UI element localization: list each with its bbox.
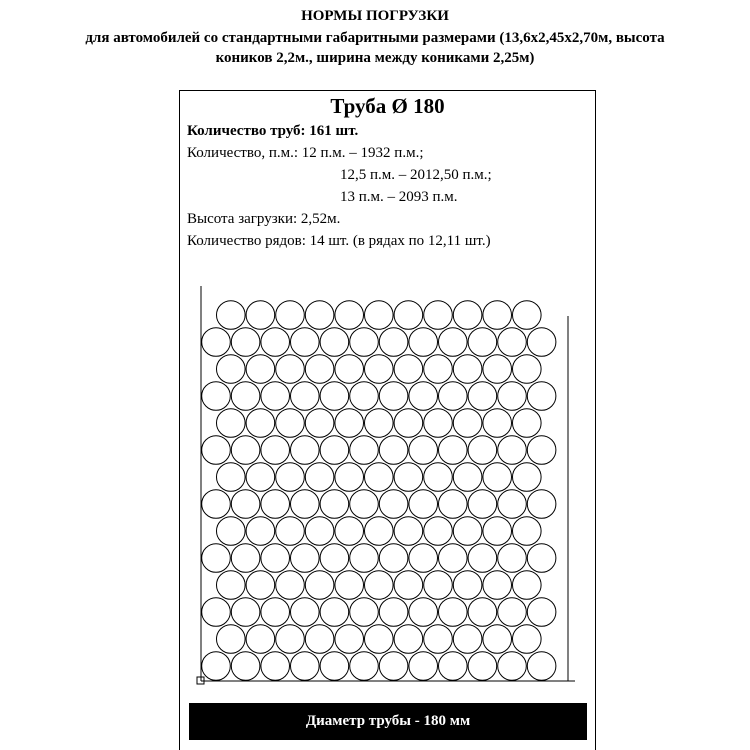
pipe-circle [305, 571, 334, 600]
pipe-circle [305, 463, 334, 492]
pipe-circle [394, 625, 423, 654]
pipe-circle [483, 517, 512, 546]
pipe-stacking-diagram [180, 91, 595, 701]
pipe-circle [424, 625, 453, 654]
pipe-circle [320, 490, 349, 519]
pipe-circle [439, 382, 468, 411]
pipe-circle [231, 382, 260, 411]
pipe-circle [231, 436, 260, 465]
pipe-circle [527, 382, 556, 411]
pipe-circle [424, 571, 453, 600]
pipe-circle [483, 625, 512, 654]
pipe-circle [276, 463, 305, 492]
pipe-circle [394, 409, 423, 438]
pipe-circle [320, 382, 349, 411]
pipe-count: Количество труб: 161 шт. [187, 123, 359, 139]
pipe-circle [409, 544, 438, 573]
pipe-circle [513, 409, 542, 438]
pipe-circle [246, 571, 275, 600]
pipe-circle [335, 409, 364, 438]
pipe-circle [217, 463, 246, 492]
subtitle-line-1: для автомобилей со стандартными габаритными размерами (13,6х2,45х2,70м, высота [85, 30, 665, 46]
quantity-line-2: 12,5 п.м. – 2012,50 п.м.; [340, 167, 492, 183]
pipe-circle [335, 355, 364, 384]
pipe-circle [394, 571, 423, 600]
pipe-circle [468, 544, 497, 573]
pipe-circle [320, 436, 349, 465]
pipe-circle [246, 301, 275, 330]
pipe-circle [453, 625, 482, 654]
load-height: Высота загрузки: 2,52м. [187, 211, 341, 227]
pipe-circle [527, 652, 556, 681]
pipe-circle [379, 328, 408, 357]
pipe-circle [261, 652, 290, 681]
pipe-circle [261, 490, 290, 519]
pipe-circle [379, 436, 408, 465]
pipe-circle [350, 544, 379, 573]
pipe-circle [305, 409, 334, 438]
pipe-circle [231, 598, 260, 627]
pipe-diameter-banner: Диаметр трубы - 180 мм [189, 703, 587, 740]
pipe-circle [483, 355, 512, 384]
pipe-circle [513, 301, 542, 330]
pipe-circle [335, 463, 364, 492]
pipe-circle [453, 301, 482, 330]
pipe-circle [513, 571, 542, 600]
pipe-circle [276, 625, 305, 654]
pipe-circle [498, 328, 527, 357]
pipe-circle [291, 436, 320, 465]
pipe-circle [453, 409, 482, 438]
pipe-circle [498, 544, 527, 573]
pipe-circle [468, 328, 497, 357]
pipe-circle [453, 571, 482, 600]
pipe-circle [305, 355, 334, 384]
pipe-circle [439, 436, 468, 465]
pipe-circle [320, 328, 349, 357]
pipe-circle [276, 301, 305, 330]
pipe-circle [217, 517, 246, 546]
pipe-circle [261, 382, 290, 411]
pipe-circle [350, 382, 379, 411]
pipe-circle [498, 652, 527, 681]
pipe-circle [261, 328, 290, 357]
pipe-circle [513, 355, 542, 384]
pipe-circle [424, 463, 453, 492]
pipe-circle [439, 328, 468, 357]
pipe-circle [365, 517, 394, 546]
pipe-circle [202, 652, 231, 681]
pipe-circle [468, 382, 497, 411]
pipe-circle [276, 517, 305, 546]
pipe-circle [379, 652, 408, 681]
pipe-circle [394, 301, 423, 330]
pipe-circle [453, 355, 482, 384]
pipe-circle [379, 598, 408, 627]
pipe-circle [365, 355, 394, 384]
pipe-circle [320, 652, 349, 681]
pipe-circle [276, 355, 305, 384]
pipe-circle [217, 409, 246, 438]
pipe-circle [513, 517, 542, 546]
pipe-circle [498, 436, 527, 465]
pipe-circle [335, 517, 364, 546]
pipe-circle [350, 490, 379, 519]
pipe-circle [276, 571, 305, 600]
pipe-circle [335, 571, 364, 600]
pipe-circle [261, 544, 290, 573]
pipe-spec-card [179, 90, 596, 750]
pipe-circle [350, 436, 379, 465]
pipe-circle [483, 301, 512, 330]
pipe-circle [424, 517, 453, 546]
pipe-circle [365, 463, 394, 492]
pipe-circle [335, 625, 364, 654]
pipe-circle [217, 625, 246, 654]
pipe-circle [468, 598, 497, 627]
pipe-circle [394, 463, 423, 492]
pipe-circle [394, 355, 423, 384]
pipe-circle [468, 652, 497, 681]
pipe-circle [291, 490, 320, 519]
pipe-circle [424, 301, 453, 330]
pipe-circle [527, 436, 556, 465]
pipe-circle [527, 544, 556, 573]
pipe-circle [276, 409, 305, 438]
pipe-circle [439, 598, 468, 627]
pipe-circle [291, 382, 320, 411]
pipe-circle [350, 652, 379, 681]
pipe-circle [379, 382, 408, 411]
pipe-circle [291, 544, 320, 573]
pipe-circle [202, 382, 231, 411]
pipe-circle [409, 328, 438, 357]
pipe-circle [513, 625, 542, 654]
pipe-circle [261, 436, 290, 465]
pipe-circle [439, 652, 468, 681]
subtitle-line-2: коников 2,2м., ширина между кониками 2,25м) [215, 50, 535, 66]
pipe-circle [291, 328, 320, 357]
pipe-circle [483, 409, 512, 438]
document-subtitle [0, 28, 750, 68]
pipe-circle [365, 625, 394, 654]
pipe-circle [527, 598, 556, 627]
pipe-circle [483, 463, 512, 492]
pipe-circle [291, 598, 320, 627]
pipe-circle [202, 328, 231, 357]
pipe-circle [231, 544, 260, 573]
pipe-circle [453, 517, 482, 546]
pipe-circle [365, 409, 394, 438]
pipe-circle [320, 544, 349, 573]
pipe-circle [291, 652, 320, 681]
pipe-circle [409, 598, 438, 627]
quantity-line-1: Количество, п.м.: 12 п.м. – 1932 п.м.; [187, 145, 424, 161]
pipe-circle [305, 301, 334, 330]
pipe-circle [513, 463, 542, 492]
pipe-circle [350, 598, 379, 627]
pipe-circle [365, 571, 394, 600]
pipe-circle [439, 544, 468, 573]
pipe-circle [217, 571, 246, 600]
pipe-circle [202, 544, 231, 573]
pipe-circle [261, 598, 290, 627]
card-title: Труба Ø 180 [330, 94, 445, 118]
pipe-circle [424, 409, 453, 438]
pipe-circle [246, 625, 275, 654]
pipe-circle [409, 382, 438, 411]
pipe-circle [527, 490, 556, 519]
pipe-circle [409, 652, 438, 681]
rows-count: Количество рядов: 14 шт. (в рядах по 12,11 шт.) [187, 233, 491, 249]
pipe-circle [305, 625, 334, 654]
pipe-circle [246, 517, 275, 546]
pipe-circle [202, 598, 231, 627]
pipe-circle [409, 436, 438, 465]
document-title: НОРМЫ ПОГРУЗКИ [301, 8, 449, 24]
pipe-circle [217, 301, 246, 330]
pipe-circle [379, 490, 408, 519]
pipe-circle [379, 544, 408, 573]
pipe-circle [246, 463, 275, 492]
pipe-circles [202, 301, 556, 681]
pipe-circle [453, 463, 482, 492]
pipe-circle [498, 382, 527, 411]
pipe-circle [246, 409, 275, 438]
pipe-circle [335, 301, 364, 330]
pipe-circle [246, 355, 275, 384]
pipe-circle [394, 517, 423, 546]
pipe-circle [320, 598, 349, 627]
pipe-circle [350, 328, 379, 357]
pipe-circle [498, 598, 527, 627]
pipe-circle [305, 517, 334, 546]
quantity-line-3: 13 п.м. – 2093 п.м. [340, 189, 458, 205]
pipe-circle [409, 490, 438, 519]
pipe-circle [498, 490, 527, 519]
pipe-circle [468, 436, 497, 465]
pipe-circle [217, 355, 246, 384]
pipe-circle [202, 436, 231, 465]
pipe-circle [468, 490, 497, 519]
pipe-circle [439, 490, 468, 519]
pipe-circle [231, 652, 260, 681]
pipe-circle [231, 490, 260, 519]
pipe-circle [202, 490, 231, 519]
pipe-circle [231, 328, 260, 357]
pipe-circle [424, 355, 453, 384]
pipe-circle [527, 328, 556, 357]
pipe-circle [365, 301, 394, 330]
pipe-circle [483, 571, 512, 600]
